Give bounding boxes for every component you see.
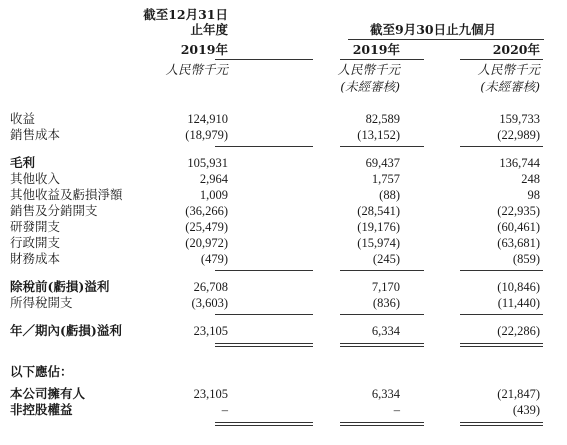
row-label-profit-for-period: 年／期內(虧損)溢利 <box>10 323 122 338</box>
final-rule-top-3 <box>460 422 543 423</box>
cell-profit-9m2020: (22,286) <box>497 324 540 338</box>
row-label-admin-expenses: 行政開支 <box>10 235 61 250</box>
cell-cost-of-sales-9m2020: (22,989) <box>497 128 540 142</box>
col3-unit: 人民幣千元 <box>477 62 540 77</box>
row-label-income-tax: 所得稅開支 <box>10 295 73 310</box>
subtotal-rule-8 <box>340 314 424 315</box>
cell-gross-profit-fy2019: 105,931 <box>187 156 228 170</box>
cell-rnd-9m2020: (60,461) <box>497 220 540 234</box>
cell-gross-profit-9m2020: 136,744 <box>499 156 540 170</box>
row-label-gross-profit: 毛利 <box>10 155 36 170</box>
col2-year-rule <box>340 59 424 60</box>
cell-nci-fy2019: – <box>221 403 228 417</box>
row-label-revenue: 收益 <box>10 111 36 126</box>
cell-admin-fy2019: (20,972) <box>185 236 228 250</box>
nine-month-group-title: 截至9月30日止九個月 <box>370 22 497 37</box>
subtotal-rule-7 <box>215 314 313 315</box>
subtotal-rule-3 <box>460 146 543 147</box>
final-rule-bottom-3 <box>460 425 543 426</box>
row-label-profit-before-tax: 除稅前(虧損)溢利 <box>10 279 110 294</box>
cell-revenue-fy2019: 124,910 <box>187 112 228 126</box>
row-label-selling-distribution: 銷售及分銷開支 <box>10 203 98 218</box>
cell-nci-9m2020: (439) <box>512 403 540 417</box>
cell-finance-costs-9m2019: (245) <box>372 252 400 266</box>
col2-year: 2019年 <box>352 42 400 57</box>
cell-other-gains-9m2020: 98 <box>527 188 540 202</box>
double-rule-bottom-2 <box>340 346 424 347</box>
cell-profit-fy2019: 23,105 <box>193 324 228 338</box>
cell-income-tax-fy2019: (3,603) <box>191 296 228 310</box>
cell-revenue-9m2020: 159,733 <box>499 112 540 126</box>
row-label-owners-of-company: 本公司擁有人 <box>10 386 86 401</box>
col1-year: 2019年 <box>180 42 228 57</box>
row-label-cost-of-sales: 銷售成本 <box>10 127 61 142</box>
cell-rnd-9m2019: (19,176) <box>357 220 400 234</box>
final-rule-bottom-1 <box>215 425 313 426</box>
cell-finance-costs-9m2020: (859) <box>512 252 540 266</box>
col3-year: 2020年 <box>492 42 540 57</box>
double-rule-top-1 <box>215 343 313 344</box>
final-rule-top-2 <box>340 422 424 423</box>
col3-unaudited-note: (未經審核) <box>480 79 540 94</box>
col1-header-period: 截至12月31日 <box>143 7 228 22</box>
final-rule-bottom-2 <box>340 425 424 426</box>
subtotal-rule-4 <box>215 270 313 271</box>
cell-selling-fy2019: (36,266) <box>185 204 228 218</box>
double-rule-top-2 <box>340 343 424 344</box>
cell-rnd-fy2019: (25,479) <box>185 220 228 234</box>
cell-gross-profit-9m2019: 69,437 <box>365 156 400 170</box>
subtotal-rule-5 <box>340 270 424 271</box>
row-label-other-gains-losses: 其他收益及虧損淨額 <box>10 187 123 202</box>
subtotal-rule-9 <box>460 314 543 315</box>
cell-pbt-9m2019: 7,170 <box>371 280 400 294</box>
subtotal-rule-2 <box>340 146 424 147</box>
cell-selling-9m2020: (22,935) <box>497 204 540 218</box>
row-label-rnd-expenses: 研發開支 <box>10 219 61 234</box>
cell-revenue-9m2019: 82,589 <box>365 112 400 126</box>
cell-admin-9m2019: (15,974) <box>357 236 400 250</box>
row-label-other-income: 其他收入 <box>10 171 61 186</box>
cell-finance-costs-fy2019: (479) <box>200 252 228 266</box>
col1-unit: 人民幣千元 <box>165 62 228 77</box>
cell-income-tax-9m2020: (11,440) <box>497 296 540 310</box>
col1-year-rule <box>215 59 313 60</box>
cell-income-tax-9m2019: (836) <box>372 296 400 310</box>
col2-unaudited-note: (未經審核) <box>340 79 400 94</box>
cell-pbt-9m2020: (10,846) <box>497 280 540 294</box>
group-title-underline <box>348 39 544 40</box>
cell-other-gains-fy2019: 1,009 <box>199 188 228 202</box>
row-label-finance-costs: 財務成本 <box>10 251 61 266</box>
cell-other-income-9m2019: 1,757 <box>371 172 400 186</box>
final-rule-top-1 <box>215 422 313 423</box>
cell-admin-9m2020: (63,681) <box>497 236 540 250</box>
cell-other-gains-9m2019: (88) <box>379 188 400 202</box>
double-rule-top-3 <box>460 343 543 344</box>
cell-selling-9m2019: (28,541) <box>357 204 400 218</box>
double-rule-bottom-3 <box>460 346 543 347</box>
cell-owners-fy2019: 23,105 <box>193 387 228 401</box>
col3-year-rule <box>460 59 543 60</box>
col2-unit: 人民幣千元 <box>337 62 400 77</box>
cell-pbt-fy2019: 26,708 <box>193 280 228 294</box>
cell-cost-of-sales-fy2019: (18,979) <box>185 128 228 142</box>
subtotal-rule-6 <box>460 270 543 271</box>
row-label-attributable-to: 以下應佔： <box>10 364 73 379</box>
cell-cost-of-sales-9m2019: (13,152) <box>357 128 400 142</box>
col1-header-period-suffix: 止年度 <box>190 22 228 37</box>
cell-other-income-fy2019: 2,964 <box>199 172 228 186</box>
cell-nci-9m2019: – <box>393 403 400 417</box>
cell-other-income-9m2020: 248 <box>521 172 540 186</box>
cell-owners-9m2020: (21,847) <box>497 387 540 401</box>
subtotal-rule-1 <box>215 146 313 147</box>
cell-profit-9m2019: 6,334 <box>371 324 400 338</box>
row-label-non-controlling-interests: 非控股權益 <box>10 402 73 417</box>
cell-owners-9m2019: 6,334 <box>371 387 400 401</box>
double-rule-bottom-1 <box>215 346 313 347</box>
